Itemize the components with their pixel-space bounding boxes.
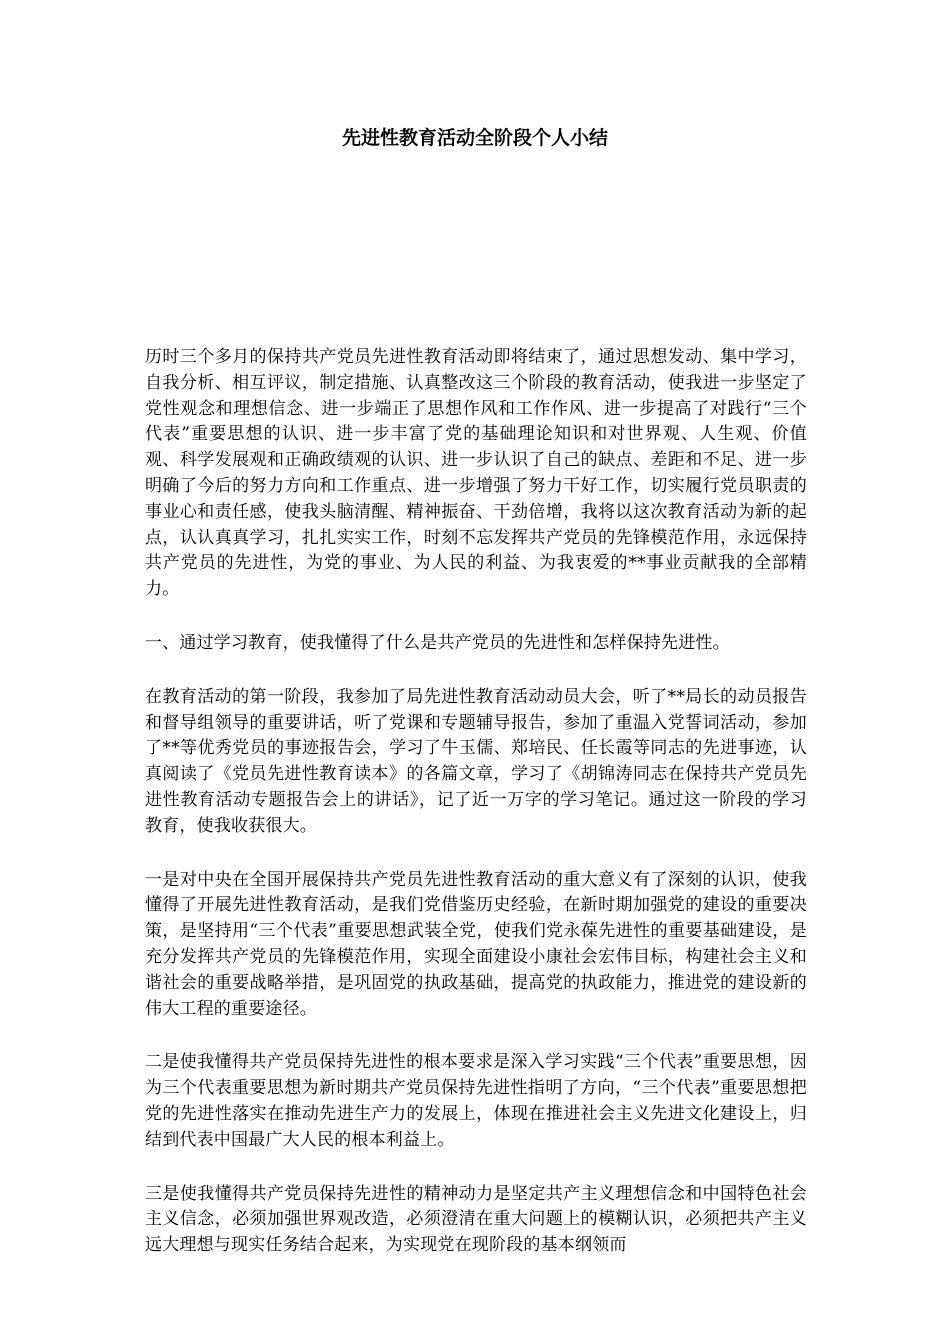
paragraph-stage-one: 在教育活动的第一阶段，我参加了局先进性教育活动动员大会，听了**局长的动员报告和督导组领导的重要讲话，听了党课和专题辅导报告，参加了重温入党誓词活动，参加了**等优秀党员的事迹报告会，学习了牛玉儒、郑培民、任长霞等同志的先进事迹，认真阅读了《党员先进性教育读本》的各篇文章，学习了《胡锦涛同志在保持共产党员先进性教育活动专题报告会上的讲话》，记了近一万字的学习笔记。通过这一阶段的学习教育，使我收获很大。 [145, 686, 807, 836]
paragraph-point-two: 二是使我懂得共产党员保持先进性的根本要求是深入学习实践“三个代表”重要思想，因为三个代表重要思想为新时期共产党员保持先进性指明了方向，“三个代表”重要思想把党的先进性落实在推动先进生产力的发展上，体现在推进社会主义先进文化建设上，归结到代表中国最广大人民的根本利益上。 [145, 1052, 807, 1150]
paragraph-point-three: 三是使我懂得共产党员保持先进性的精神动力是坚定共产主义理想信念和中国特色社会主义信念，必须加强世界观改造，必须澄清在重大问题上的模糊认识，必须把共产主义远大理想与现实任务结合起来，为实现党在现阶段的基本纲领而 [145, 1183, 807, 1256]
section-heading-1: 一、通过学习教育，使我懂得了什么是共产党员的先进性和怎样保持先进性。 [145, 632, 730, 653]
document-body [145, 345, 807, 1287]
paragraph-intro: 历时三个多月的保持共产党员先进性教育活动即将结束了，通过思想发动、集中学习，自我分析、相互评议，制定措施、认真整改这三个阶段的教育活动，使我进一步坚定了党性观念和理想信念、进一步端正了思想作风和工作作风、进一步提高了对践行“三个代表”重要思想的认识、进一步丰富了党的基础理论知识和对世界观、人生观、价值观、科学发展观和正确政绩观的认识、进一步认识了自己的缺点、差距和不足、进一步明确了今后的努力方向和工作重点、进一步增强了努力干好工作，切实履行党员职责的事业心和责任感，使我头脑清醒、精神振奋、干劲倍增，我将以这次教育活动为新的起点，认认真真学习，扎扎实实工作，时刻不忘发挥共产党员的先锋模范作用，永远保持共产党员的先进性，为党的事业、为人民的利益、为我衷爱的**事业贡献我的全部精力。 [145, 347, 807, 600]
paragraph-point-one: 一是对中央在全国开展保持共产党员先进性教育活动的重大意义有了深刻的认识，使我懂得了开展先进性教育活动，是我们党借鉴历史经验，在新时期加强党的建设的重要决策，是坚持用“三个代表”重要思想武装全党，使我们党永葆先进性的重要基础建设，是充分发挥共产党员的先锋模范作用，实现全面建设小康社会宏伟目标，构建社会主义和谐社会的重要战略举措，是巩固党的执政基础，提高党的执政能力，推进党的建设新的伟大工程的重要途径。 [145, 869, 807, 1019]
document-title: 先进性教育活动全阶段个人小结 [341, 127, 608, 149]
